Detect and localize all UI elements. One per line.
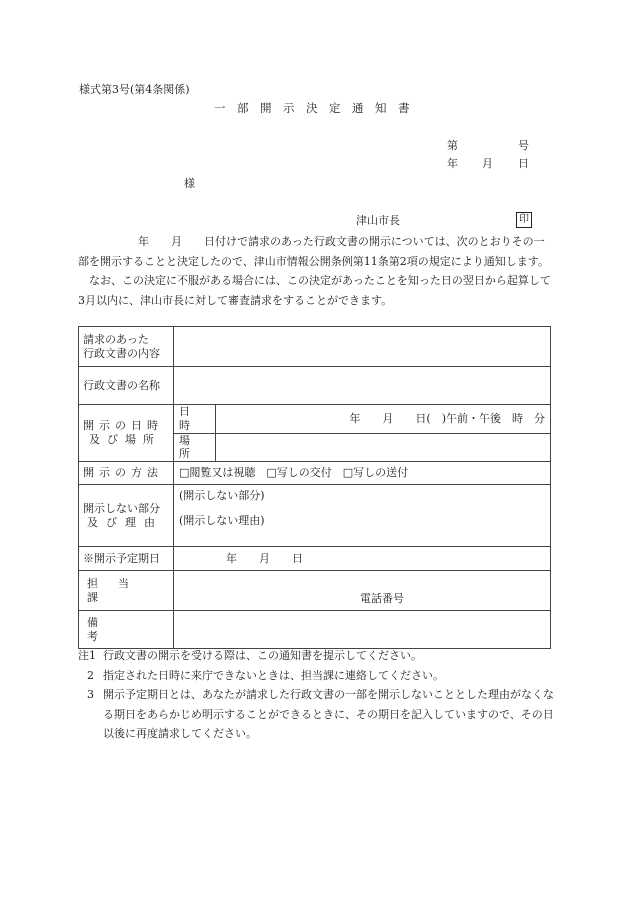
note-text: 行政文書の開示を受ける際は、この通知書を提示してください。 [103,649,422,662]
place-field[interactable] [216,433,551,462]
contact-label: 担当課 [79,571,174,611]
nondisclosed-reason-label: (開示しない理由) [179,513,265,527]
label-line: 及び理由 [87,515,163,529]
note-text: 開示予定期日とは、あなたが請求した行政文書の一部を開示しないこととした理由がなくなる期日をあらかじめ明示することができるときに、その期日を記入していますので、その日以後に再度請求してください。 [103,688,554,740]
note-number: 3 [87,688,94,701]
seal-mark: 印 [516,212,532,228]
notice-paragraph-1 [78,232,554,271]
datetime-label: 日 時 [174,405,216,434]
note-number: 注1 [78,649,96,662]
label-line: 及び場所 [89,433,161,446]
document-title: 一 部 開 示 決 定 通 知 書 [214,101,410,115]
date-year: 年 [447,157,458,170]
nondisclosed-label [79,485,174,547]
table-row [79,405,551,434]
nondisclosed-part-label: (開示しない部分) [179,489,265,502]
notice-body [78,232,554,310]
table-row [79,611,551,649]
scheduled-date-label: ※開示予定期日 [79,547,174,571]
remarks-field[interactable] [174,611,551,649]
table-row [79,485,551,547]
method-label: 開示の方法 [79,462,174,485]
table-row [79,571,551,611]
appeal-paragraph: なお、この決定に不服がある場合には、この決定があったことを知った日の翌日から起算して3月以内に、津山市長に対して審査請求をすることができます。 [78,274,551,307]
label-line: 行政文書の内容 [83,346,160,360]
date-day: 日 [518,157,529,170]
nondisclosed-field[interactable] [174,485,551,547]
datetime-value: 年 月 日( )午前・午後 時 分 [349,411,545,425]
addressee-suffix: 様 [184,177,195,190]
scheduled-date-value: 年 月 日 [226,551,303,565]
request-content-label [79,327,174,367]
note-item [78,646,558,666]
place-label: 場 所 [174,433,216,462]
doc-number-suffix: 号 [518,139,529,152]
disclosure-table [78,326,551,649]
form-number: 様式第3号(第4条関係) [79,83,190,96]
sender-name: 津山市長 [356,214,400,227]
label-line: 請求のあった [83,332,149,346]
note-item [78,685,558,744]
note-number: 2 [87,668,94,682]
label-line: 開示の日時 [83,419,163,433]
table-row [79,367,551,405]
table-row [79,327,551,367]
label-line: 開示しない部分 [83,501,160,515]
notes [78,646,558,744]
method-options[interactable]: □閲覧又は視聴 □写しの交付 □写しの送付 [174,462,551,485]
datetime-place-label [79,405,174,462]
datetime-field[interactable] [216,405,551,434]
table-row [79,547,551,571]
date-month: 月 [482,157,493,170]
notice-text: 請求のあった行政文書の開示については、次のとおりその一部を開示することと決定したので、津山市情報公開条例第11条第2項の規定により通知します。 [78,235,549,268]
note-text: 指定された日時に来庁できないときは、担当課に連絡してください。 [103,668,444,682]
scheduled-date-field[interactable] [174,547,551,571]
document-name-field[interactable] [174,367,551,405]
phone-label: 電話番号 [360,592,404,606]
table-row [79,462,551,485]
document-name-label: 行政文書の名称 [79,367,174,405]
note-item [78,666,558,686]
notice-date: 年 月 日付けで [138,235,248,248]
remarks-label: 備考 [79,611,174,649]
contact-field[interactable] [174,571,551,611]
doc-number-prefix: 第 [447,139,458,152]
request-content-field[interactable] [174,327,551,367]
